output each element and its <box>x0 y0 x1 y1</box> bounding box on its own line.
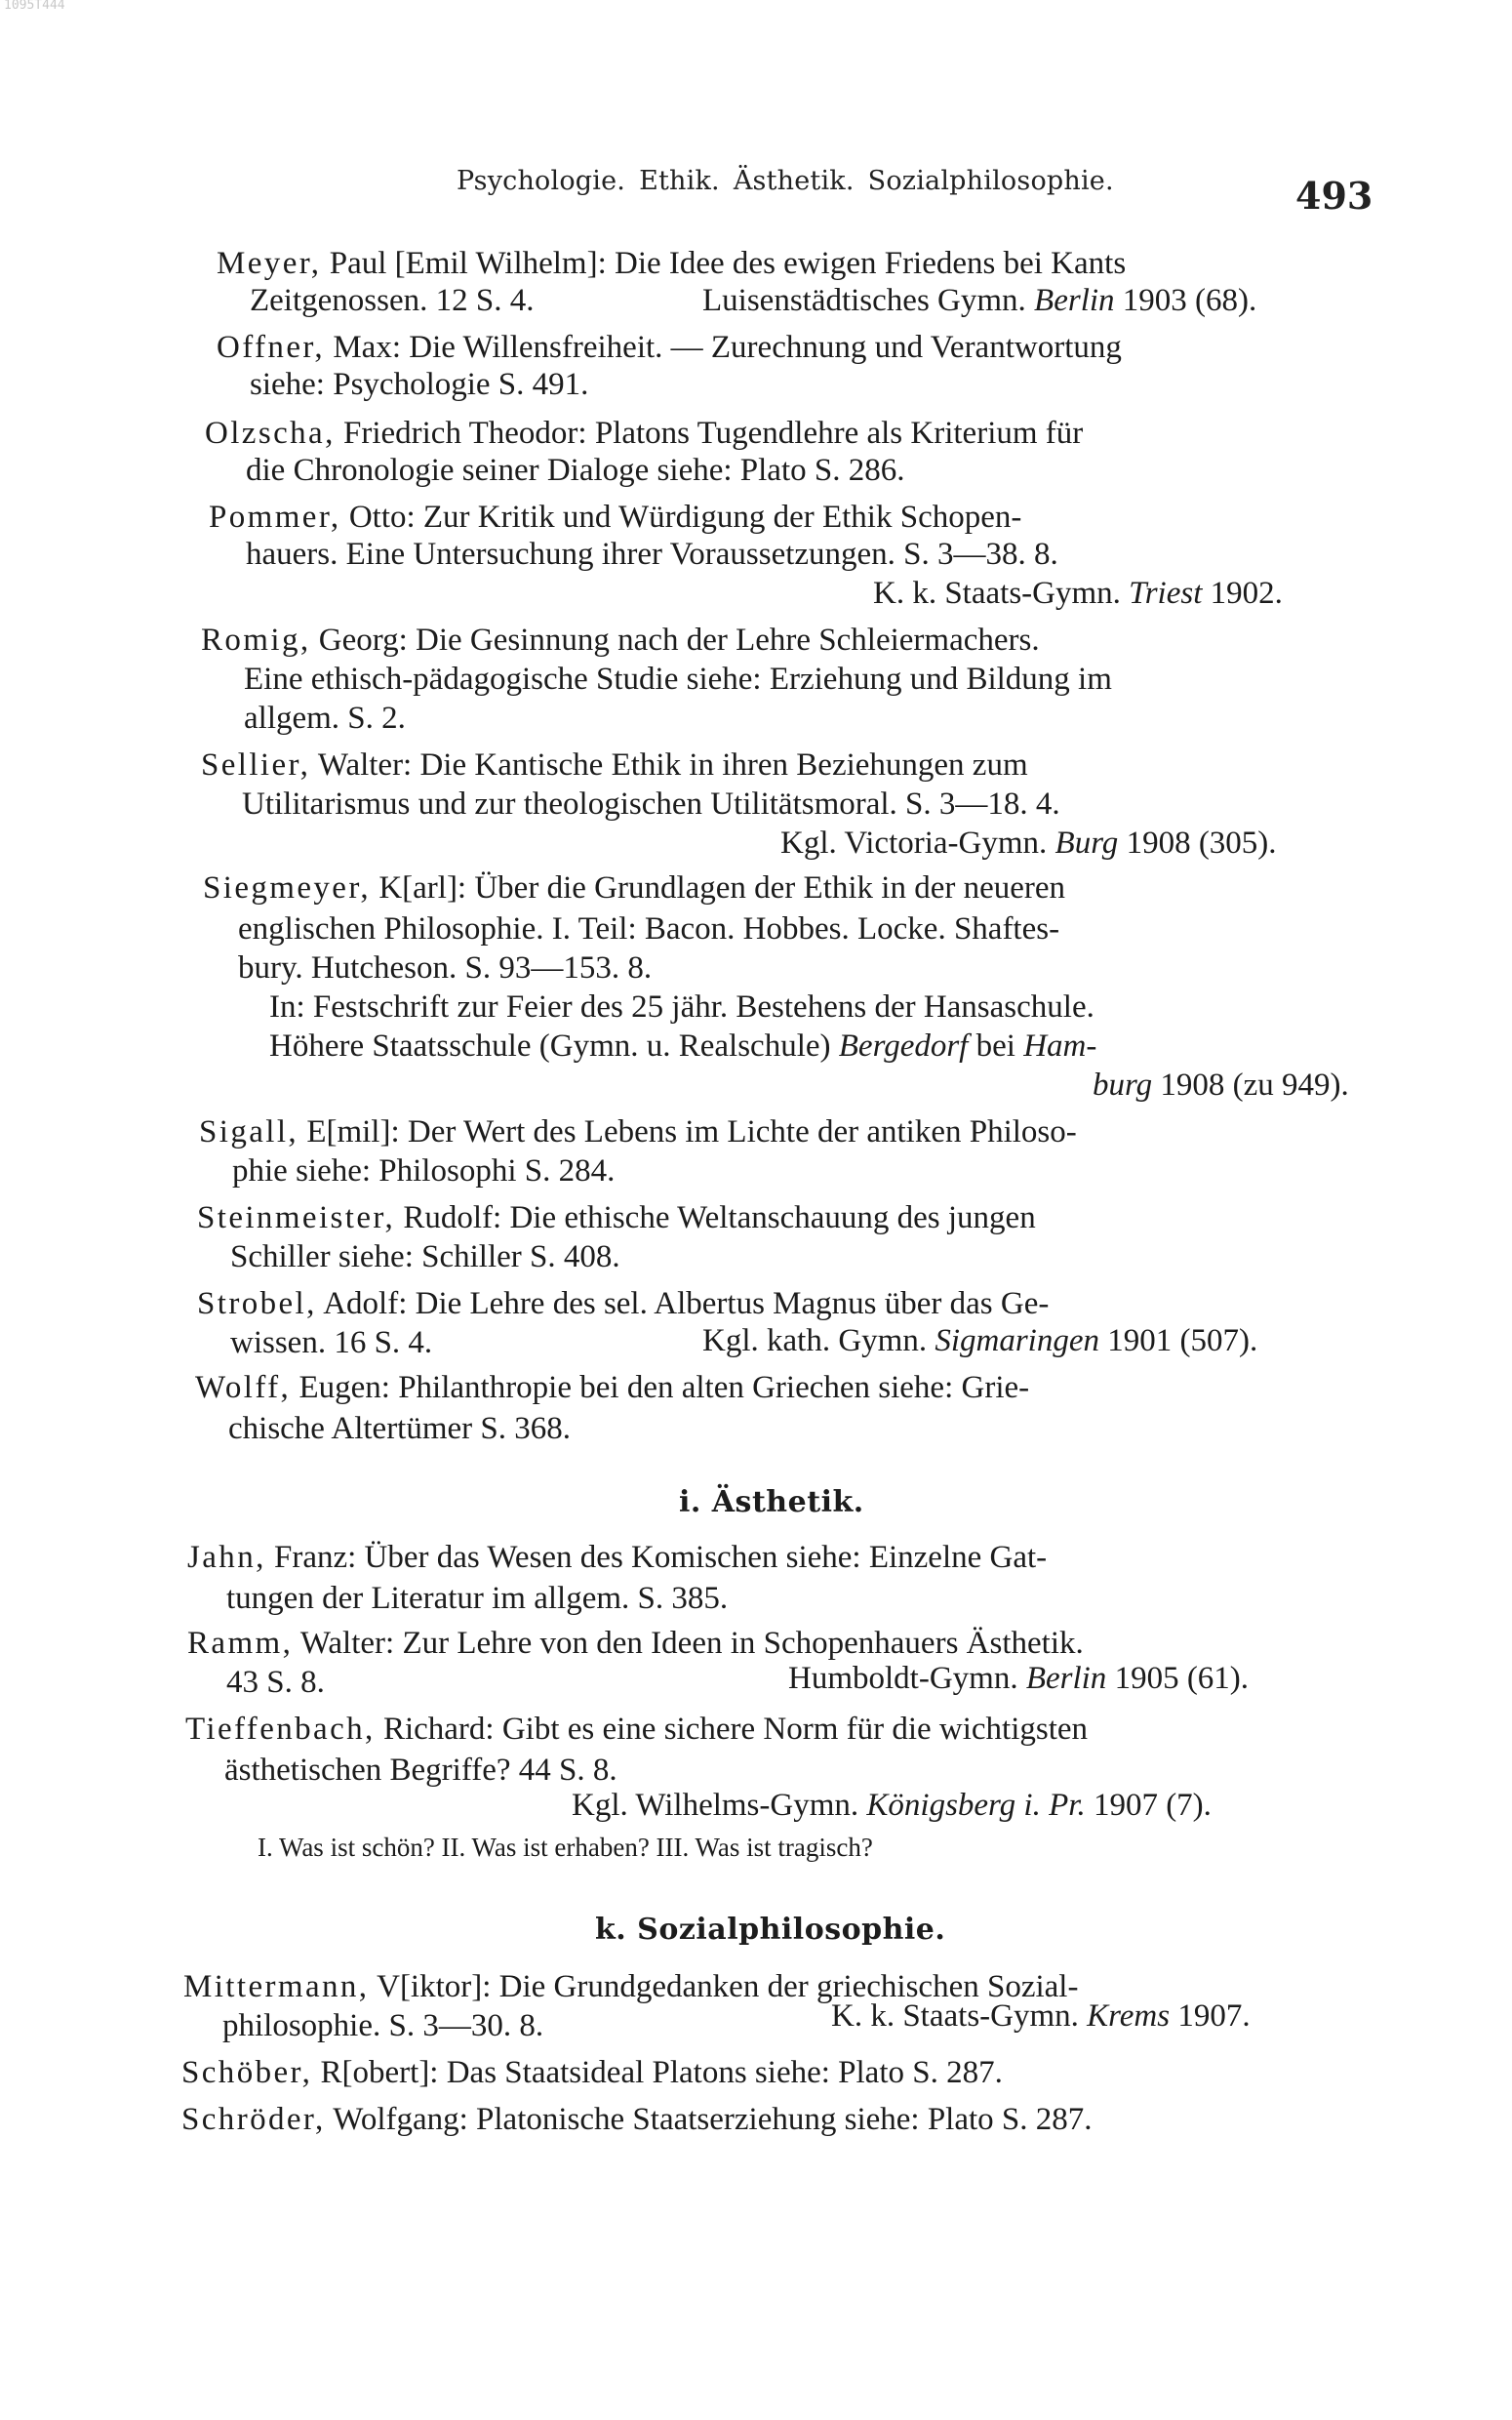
entry-line: Jahn, Franz: Über das Wesen des Komischen siehe: Einzelne Gat- <box>187 1540 1048 1575</box>
entry-line: wissen. 16 S. 4. <box>230 1325 433 1360</box>
entry-line: Höhere Staatsschule (Gymn. u. Realschule) Bergedorf bei Ham- <box>269 1028 1097 1064</box>
entry-line: Wolff, Eugen: Philanthropie bei den alten Griechen siehe: Grie- <box>195 1370 1030 1405</box>
entry-line: Strobel, Adolf: Die Lehre des sel. Albertus Magnus über das Ge- <box>197 1286 1050 1321</box>
section-heading: i. Ästhetik. <box>679 1485 864 1519</box>
entry-note: I. Was ist schön? II. Was ist erhaben? III. Was ist tragisch? <box>258 1833 873 1862</box>
entry-author: Offner, <box>217 330 326 365</box>
scan-id: 1095T444 <box>4 0 65 13</box>
header-section: Ästhetik. <box>733 166 855 196</box>
entry-line: englischen Philosophie. I. Teil: Bacon. Hobbes. Locke. Shaftes- <box>238 911 1060 947</box>
entry-line: burg 1908 (zu 949). <box>1093 1068 1349 1103</box>
entry-line: allgem. S. 2. <box>244 701 406 736</box>
entry-author: Olzscha, <box>205 416 336 451</box>
entry-author: Ramm, <box>187 1626 294 1661</box>
entry-line: Kgl. Victoria-Gymn. Burg 1908 (305). <box>780 826 1277 861</box>
entry-line: Humboldt-Gymn. Berlin 1905 (61). <box>788 1661 1250 1696</box>
entry-line: bury. Hutcheson. S. 93—153. 8. <box>238 950 653 986</box>
entry-line: Meyer, Paul [Emil Wilhelm]: Die Idee des ewigen Friedens bei Kants <box>217 246 1127 281</box>
running-header <box>457 166 1114 196</box>
entry-line: K. k. Staats-Gymn. Krems 1907. <box>831 1998 1251 2034</box>
header-section: Psychologie. <box>457 166 626 196</box>
entry-line: Olzscha, Friedrich Theodor: Platons Tugendlehre als Kriterium für <box>205 416 1084 451</box>
entry-line: siehe: Psychologie S. 491. <box>250 367 589 402</box>
entry-line: Siegmeyer, K[arl]: Über die Grundlagen der Ethik in der neueren <box>203 870 1066 906</box>
entry-line: Sellier, Walter: Die Kantische Ethik in ihren Beziehungen zum <box>201 747 1028 783</box>
entry-line: Pommer, Otto: Zur Kritik und Würdigung der Ethik Schopen- <box>209 500 1022 535</box>
entry-author: Siegmeyer, <box>203 870 372 906</box>
entry-line: die Chronologie seiner Dialoge siehe: Plato S. 286. <box>246 453 905 488</box>
entry-line: phie siehe: Philosophi S. 284. <box>232 1153 616 1189</box>
entry-author: Schröder, <box>181 2102 326 2137</box>
entry-author: Romig, <box>201 623 311 658</box>
entry-author: Mittermann, <box>183 1969 370 2004</box>
entry-line: Utilitarismus und zur theologischen Utilitätsmoral. S. 3—18. 4. <box>242 786 1060 822</box>
entry-author: Wolff, <box>195 1370 292 1405</box>
entry-line: chische Altertümer S. 368. <box>228 1411 572 1446</box>
entry-line: Schröder, Wolfgang: Platonische Staatserziehung siehe: Plato S. 287. <box>181 2102 1093 2137</box>
entry-author: Schöber, <box>181 2055 313 2090</box>
entry-line: Schiller siehe: Schiller S. 408. <box>230 1239 620 1274</box>
section-heading: k. Sozialphilosophie. <box>595 1913 946 1947</box>
entry-author: Steinmeister, <box>197 1200 396 1235</box>
entry-author: Meyer, <box>217 246 322 281</box>
entry-author: Sellier, <box>201 747 311 783</box>
entry-line: tungen der Literatur im allgem. S. 385. <box>226 1581 729 1616</box>
entry-author: Pommer, <box>209 500 341 535</box>
entry-author: Sigall, <box>199 1114 299 1150</box>
entry-line: Luisenstädtisches Gymn. Berlin 1903 (68). <box>702 283 1257 318</box>
entry-author: Tieffenbach, <box>185 1712 376 1747</box>
header-section: Sozialphilosophie. <box>867 166 1114 196</box>
entry-line: Romig, Georg: Die Gesinnung nach der Lehre Schleiermachers. <box>201 623 1040 658</box>
page-number: 493 <box>1295 174 1373 218</box>
header-section: Ethik. <box>639 166 720 196</box>
entry-line: K. k. Staats-Gymn. Triest 1902. <box>873 576 1283 611</box>
entry-line: Offner, Max: Die Willensfreiheit. — Zurechnung und Verantwortung <box>217 330 1122 365</box>
entry-line: Zeitgenossen. 12 S. 4. <box>250 283 535 318</box>
entry-author: Strobel, <box>197 1286 317 1321</box>
entry-line: philosophie. S. 3—30. 8. <box>222 2008 544 2043</box>
entry-author: Jahn, <box>187 1540 266 1575</box>
entry-line: Schöber, R[obert]: Das Staatsideal Platons siehe: Plato S. 287. <box>181 2055 1003 2090</box>
entry-line: ästhetischen Begriffe? 44 S. 8. <box>224 1753 617 1788</box>
entry-line: 43 S. 8. <box>226 1665 325 1700</box>
entry-line: Eine ethisch-pädagogische Studie siehe: Erziehung und Bildung im <box>244 662 1112 697</box>
entry-line: In: Festschrift zur Feier des 25 jähr. Bestehens der Hansaschule. <box>269 989 1094 1025</box>
entry-line: Kgl. kath. Gymn. Sigmaringen 1901 (507). <box>702 1323 1258 1358</box>
entry-line: Kgl. Wilhelms-Gymn. Königsberg i. Pr. 1907 (7). <box>572 1788 1212 1823</box>
entry-line: Tieffenbach, Richard: Gibt es eine sichere Norm für die wichtigsten <box>185 1712 1089 1747</box>
entry-line: Sigall, E[mil]: Der Wert des Lebens im Lichte der antiken Philoso- <box>199 1114 1077 1150</box>
entry-line: Mittermann, V[iktor]: Die Grundgedanken der griechischen Sozial- <box>183 1969 1079 2004</box>
entry-line: Steinmeister, Rudolf: Die ethische Weltanschauung des jungen <box>197 1200 1036 1235</box>
entry-line: Ramm, Walter: Zur Lehre von den Ideen in Schopenhauers Ästhetik. <box>187 1626 1084 1661</box>
entry-line: hauers. Eine Untersuchung ihrer Voraussetzungen. S. 3—38. 8. <box>246 537 1058 572</box>
